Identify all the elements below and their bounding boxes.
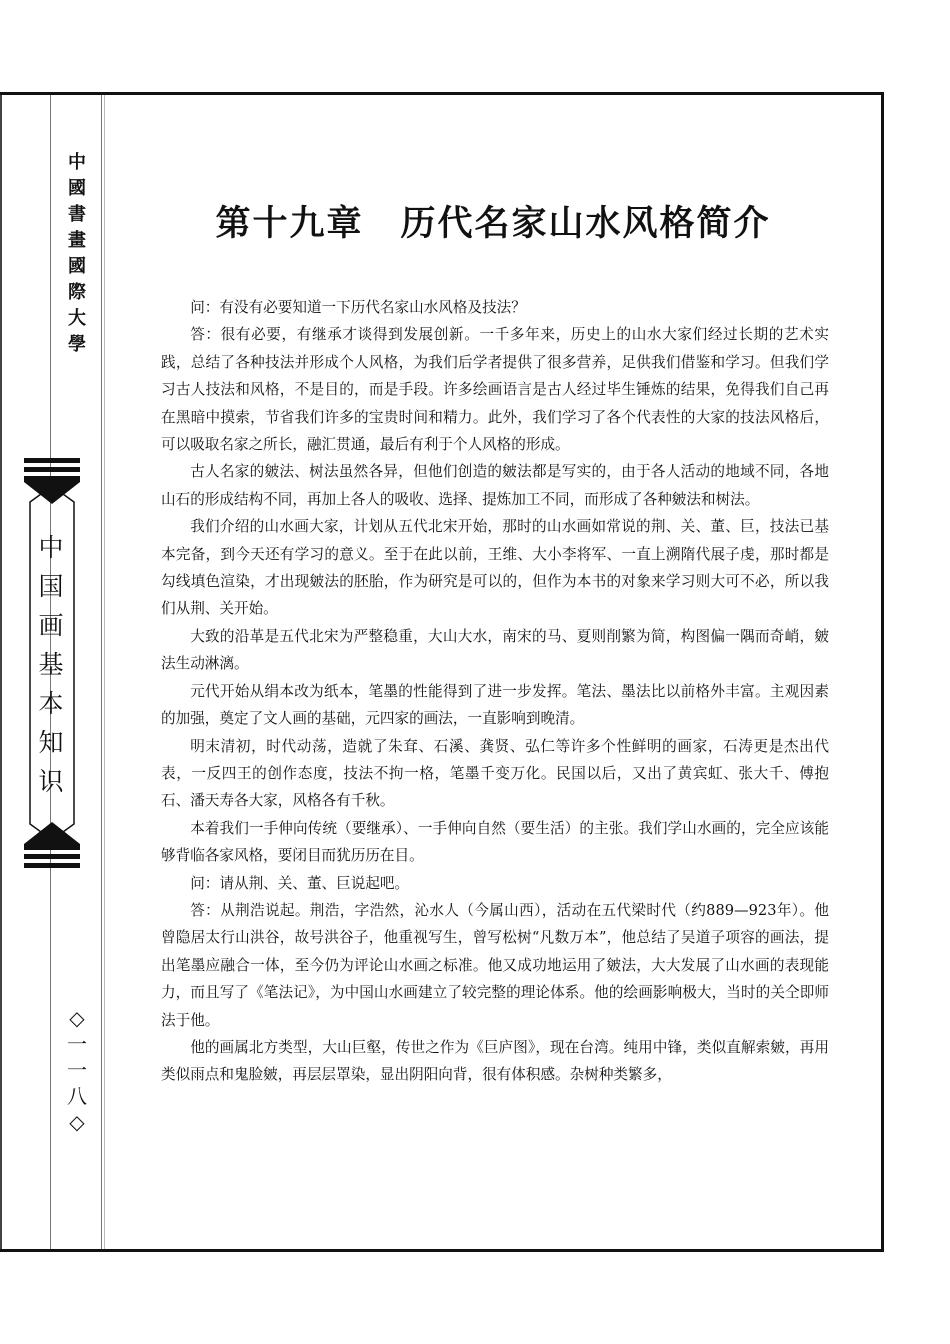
body-paragraph: 本着我们一手伸向传统（要继承）、一手伸向自然（要生活）的主张。我们学山水画的，完全应该能够背临各家风格，要闭目而犹历历在目。 [161,819,829,865]
book-title-char: 国 [38,572,64,601]
page-number-char: 一 [67,1032,87,1056]
frame-bottom-border [0,1249,884,1252]
body-paragraph: 他的画属北方类型，大山巨壑，传世之作为《巨庐图》，现在台湾。纯用中锋，类似直解索皴，再用类似雨点和鬼脸皴，再层层罩染，显出阴阳向背，很有体积感。杂树种类繁多， [161,1038,829,1084]
body-text [161,294,829,1089]
university-char: 國 [68,178,86,199]
book-title-char: 识 [38,767,64,796]
body-paragraph: 明末清初，时代动荡，造就了朱耷、石溪、龚贤、弘仁等许多个性鲜明的画家，石涛更是杰出代表，一反四王的创作态度，技法不拘一格，笔墨千变万化。民国以后，又出了黄宾虹、张大千、傅抱石、潘天寿各大家，风格各有千秋。 [161,737,829,810]
page-number-vertical [64,1005,90,1135]
book-title-char: 中 [38,533,64,562]
body-paragraph: 大致的沿革是五代北宋为严整稳重，大山大水，南宋的马、夏则削繁为简，构图偏一隅而奇峭，皴法生动淋漓。 [161,627,829,673]
frame-edge [0,95,2,1249]
question-paragraph: 问：请从荆、关、董、巨说起吧。 [190,874,410,892]
university-char: 書 [68,204,86,225]
university-char: 學 [68,334,86,355]
university-char: 國 [68,256,86,277]
sidebar-rule [104,95,105,1249]
page-number-char: 一 [67,1058,87,1082]
frame-right-border [881,92,884,1252]
university-char: 際 [68,282,86,303]
page-number-char: ◇ [69,1110,85,1134]
university-char: 中 [68,152,86,173]
book-title-vertical [36,528,66,801]
sidebar-rule [101,95,102,1249]
body-paragraph: 我们介绍的山水画大家，计划从五代北宋开始，那时的山水画如常说的荆、关、董、巨，技法已基本完备，到今天还有学习的意义。至于在此以前，王维、大小李将军、一直上溯隋代展子虔，那时都是勾线填色渲染，才出现皴法的胚胎，作为研究是可以的，但作为本书的对象来学习则大可不必，所以我们从荆、关开始。 [161,518,829,618]
body-paragraph: 元代开始从绢本改为纸本，笔墨的性能得到了进一步发挥。笔法、墨法比以前格外丰富。主观因素的加强，奠定了文人画的基础，元四家的画法，一直影响到晚清。 [161,682,829,728]
body-paragraph: 古人名家的皴法、树法虽然各异，但他们创造的皴法都是写实的，由于各人活动的地域不同，各地山石的形成结构不同，再加上各人的吸收、选择、提炼加工不同，而形成了各种皴法和树法。 [161,463,829,508]
page-number-char: 八 [67,1084,87,1108]
book-title-char: 知 [38,728,64,757]
answer-paragraph: 答：很有必要，有继承才谈得到发展创新。一千多年来，历史上的山水大家们经过长期的艺术实践，总结了各种技法并形成个人风格，为我们后学者提供了很多营养，足供我们借鉴和学习。但我们学习古人技法和风格，不是目的，而是手段。许多绘画语言是古人经过毕生锤炼的结果，免得我们自己再在黑暗中摸索，节省我们许多的宝贵时间和精力。此外，我们学习了各个代表性的大家的技法风格后，可以吸取名家之所长，融汇贯通，最后有利于个人风格的形成。 [161,326,829,454]
university-char: 畫 [68,230,86,251]
book-title-char: 基 [38,650,64,679]
page-number-char: ◇ [69,1006,85,1030]
question-paragraph: 问：有没有必要知道一下历代名家山水风格及技法？ [190,299,526,316]
university-name-vertical [64,150,90,358]
chapter-title: 第十九章 历代名家山水风格简介 [215,203,771,244]
book-title-char: 本 [38,689,64,718]
book-title-char: 画 [38,611,64,640]
university-char: 大 [68,308,86,329]
frame-top-border [0,92,884,95]
answer-paragraph: 答：从荆浩说起。荆浩，字浩然，沁水人（今属山西），活动在五代梁时代（约889—923年）。他曾隐居太行山洪谷，故号洪谷子，他重视写生，曾写松树“凡数万本”，他总结了吴道子项容的画法，提出笔墨应融合一体，至今仍为评论山水画之标准。他又成功地运用了皴法，大大发展了山水画的表现能力，而且写了《笔法记》，为中国山水画建立了较完整的理论体系。他的绘画影响极大，当时的关仝即师法于他。 [161,901,829,1029]
